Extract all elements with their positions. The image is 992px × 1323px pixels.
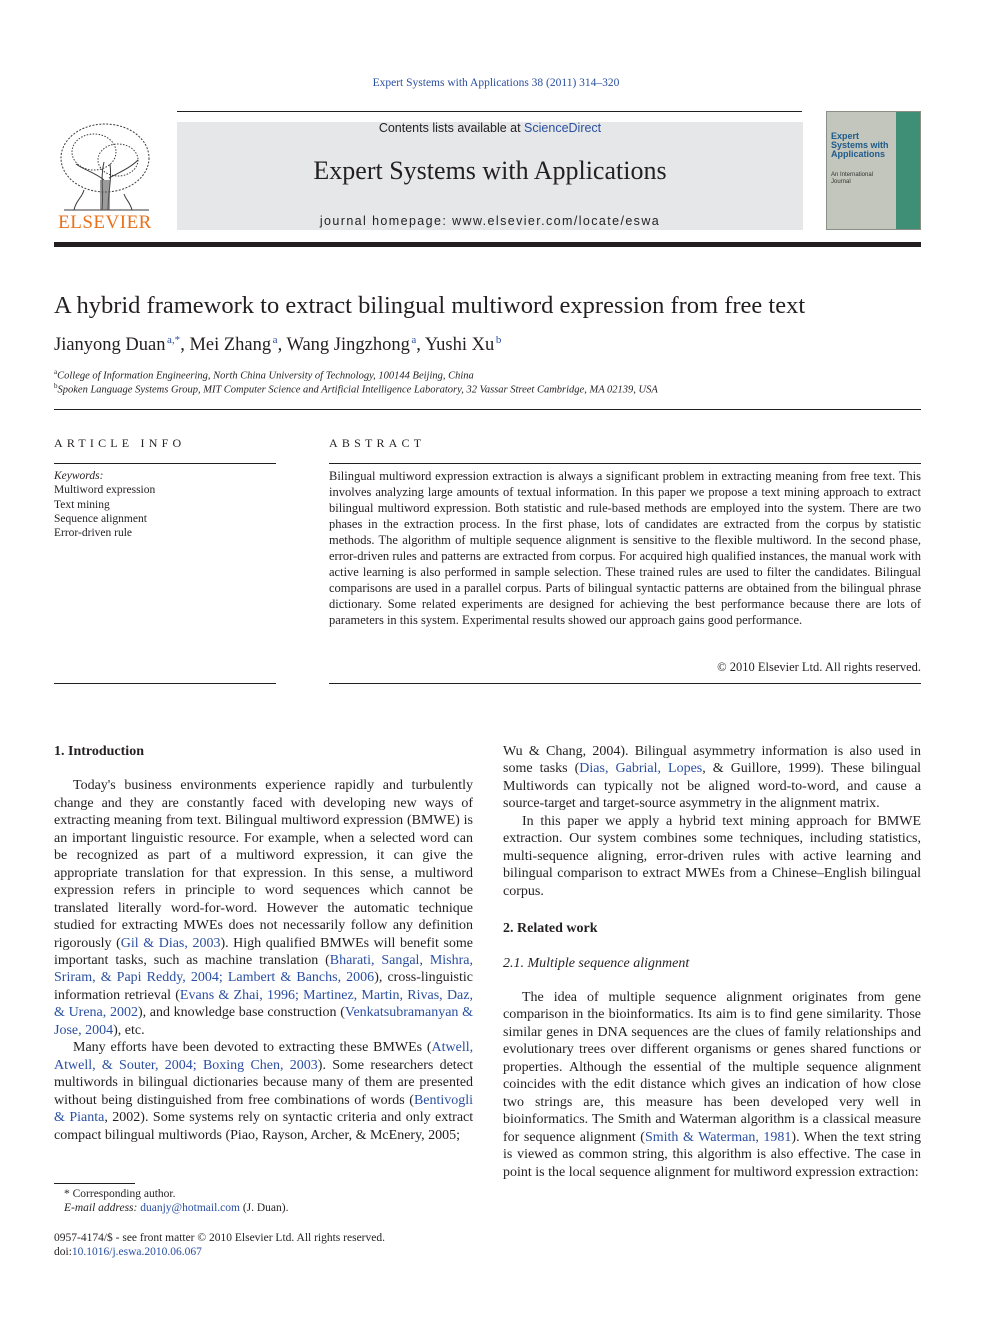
citation-link[interactable]: Dias, Gabrial, Lopes bbox=[579, 761, 703, 777]
affiliation-text: Spoken Language Systems Group, MIT Computer Science and Artificial Intelligence Laboratory, 32 Vassar Street Cambridge, MA 02139, USA bbox=[57, 384, 658, 396]
section-heading-introduction: 1. Introduction bbox=[54, 744, 144, 759]
email-link[interactable]: duanjy@hotmail.com bbox=[140, 1202, 240, 1214]
cover-icon-strip bbox=[896, 112, 920, 229]
intro-paragraph-3: In this paper we apply a hybrid text mining approach for BMWE extraction. Our system combines some techniques, including statistics, multi-sequence aligning, error-driven rules with active learning and bilingual comparison to extract MWEs from a Chinese–English bilingual corpus. bbox=[503, 813, 921, 899]
intro-paragraph-2-tail bbox=[503, 743, 921, 813]
abstract-text: Bilingual multiword expression extraction is always a significant problem in extracting meaning from free text. This involves analyzing large amounts of textual information. In this paper we propose a text mining approach to extract bilingual multiword expression. Both statistic and rule-based methods are employed into the system. There are two phases in the extraction process. In the first phase, lots of candidates are extracted from the corpus by statistic methods. The algorithm of multiple sequence alignment is sensitive to the flexible multiword. In the second phase, error-driven rules and patterns are extracted from corpus. For acquired high qualified instances, the manual work with active learning is also performed in sample selection. These trained rules are used to filter the candidates. Bilingual comparisons are used in a parallel corpus. Parts of bilingual syntactic patterns are obtained from the bilingual phrase dictionary. Some related experiments are designed for achieving the best performance because there are lots of parameters in this system. Experimental results showed our approach gains good performance. bbox=[329, 469, 921, 627]
abstract-heading: ABSTRACT bbox=[329, 436, 426, 450]
intro-paragraph-1 bbox=[54, 777, 473, 1039]
author-name: Yushi Xu bbox=[424, 335, 495, 356]
author-name: Wang Jingzhong bbox=[286, 335, 410, 356]
header-thick-rule bbox=[54, 242, 921, 247]
keyword: Multiword expression bbox=[54, 484, 156, 497]
body-column-left bbox=[54, 743, 473, 1144]
keyword: Text mining bbox=[54, 498, 110, 511]
affiliation-rule bbox=[54, 409, 921, 410]
article-info-bottom-rule bbox=[54, 683, 276, 684]
paragraph-text: , 2002). Some systems rely on syntactic criteria and only extract compact bilingual multiwords (Piao, Rayson, Archer, & McEnery, 2005; bbox=[54, 1110, 474, 1143]
citation-link[interactable]: Bharati, Sangal, Mishra, Sriram, & Papi Reddy, 2004; Lambert & Banchs, 2006 bbox=[54, 952, 473, 986]
keywords-label: Keywords: bbox=[54, 470, 104, 482]
affiliation-text: College of Information Engineering, North China University of Technology, 100144 Beijing, China bbox=[57, 370, 474, 382]
intro-paragraph-2-continued bbox=[503, 743, 921, 813]
author-list: Jianyong Duan $^{a,*}$, Mei Zhang $^a$, Wang Jingzhong $^a$, Yushi Xu $^b$ bbox=[54, 334, 502, 356]
paragraph-text: Wu & Chang, 2004). Bilingual asymmetry information is also used in some tasks ( bbox=[503, 744, 922, 777]
contents-prefix: Contents lists available at bbox=[378, 121, 525, 135]
doi-link[interactable]: 10.1016/j.eswa.2010.06.067 bbox=[71, 1246, 202, 1258]
affiliation-mark: a bbox=[54, 368, 58, 376]
paragraph-text: Today's business environments experience rapidly and turbulently change and they are constantly faced with developing new ways of extracting meaning from text. Bilingual multiword expression (BMWE) is an important linguistic resource. For example, when a selected word can be recognized as part of a multiword expression, it can give the appropriate translation for that expression. In this sense, a multiword expression refers in principle to word sequences which cannot be translated literally word-for-word. However the automatic technique studied for extracting MWEs does not necessarily follow any definition rigorously ( bbox=[54, 778, 473, 951]
body-column-right bbox=[503, 743, 921, 1181]
paragraph-text: ). High qualified BMWEs will benefit some important tasks, such as machine translation ( bbox=[54, 935, 473, 968]
paragraph-text: Many efforts have been devoted to extracting these BMWEs ( bbox=[73, 1040, 432, 1056]
author-affiliation-mark[interactable]: a bbox=[411, 334, 417, 346]
author-name: Jianyong Duan bbox=[54, 335, 166, 356]
citation-link[interactable]: Atwell, Atwell, & Souter, 2004; Boxing Chen, 2003 bbox=[54, 1040, 474, 1073]
corresponding-author-note: Corresponding author. bbox=[72, 1188, 176, 1200]
abstract-rule bbox=[329, 463, 921, 464]
keywords-block bbox=[54, 469, 276, 540]
paragraph-text: ). Some researchers detect multiwords in bilingual dictionaries because many of them are presented without being distinguished from free combinations of words ( bbox=[54, 1057, 474, 1108]
section-heading-related-work: 2. Related work bbox=[503, 921, 598, 937]
affiliation-b bbox=[54, 382, 934, 396]
elsevier-wordmark[interactable]: ELSEVIER bbox=[58, 212, 152, 233]
paragraph-text: ). When the text string is viewed as common string, this algorithm is also effective. The case in point is the local sequence alignment for multiword expression extraction: bbox=[503, 1129, 921, 1180]
author-affiliation-mark[interactable]: a bbox=[272, 334, 278, 346]
msa-paragraph-1 bbox=[503, 989, 921, 1181]
front-matter bbox=[54, 1231, 554, 1259]
abstract-copyright: © 2010 Elsevier Ltd. All rights reserved. bbox=[717, 660, 921, 674]
paragraph-text: ), cross-linguistic information retrieval ( bbox=[54, 970, 473, 1003]
keyword: Sequence alignment bbox=[54, 512, 147, 525]
journal-homepage[interactable]: journal homepage: www.elsevier.com/locate/eswa bbox=[319, 214, 661, 228]
footnote-rule bbox=[54, 1183, 135, 1184]
paragraph-text: ), etc. bbox=[113, 1022, 145, 1038]
footnote bbox=[54, 1187, 473, 1215]
citation-link[interactable]: Gil & Dias, 2003 bbox=[120, 935, 221, 951]
author-affiliation-mark[interactable]: b bbox=[495, 334, 502, 346]
article-title: A hybrid framework to extract bilingual multiword expression from free text bbox=[54, 292, 806, 319]
citation-link[interactable]: Venkatsubramanyan & Jose, 2004 bbox=[54, 1005, 473, 1038]
header-top-rule bbox=[177, 111, 802, 112]
article-info-rule bbox=[54, 463, 276, 464]
citation-link[interactable]: Smith & Waterman, 1981 bbox=[644, 1129, 792, 1145]
sciencedirect-link[interactable]: ScienceDirect bbox=[524, 121, 602, 135]
footnote-mark: * bbox=[64, 1188, 70, 1200]
affiliation-mark: b bbox=[54, 382, 58, 390]
author-affiliation-mark[interactable]: a,* bbox=[167, 334, 181, 346]
email-owner: (J. Duan). bbox=[242, 1202, 289, 1214]
paragraph-text: The idea of multiple sequence alignment originates from gene comparison in the bioinformatics. Its aim is to find gene similarity. Those similar genes in DNA sequences are the clues of family relationships and evolutionary trees over different organisms or genes shared functions or properties. Although the essential of the multiple sequence alignment coincides with the edit distance which gives an indication of how close two strings are, this measure has been developed very well in bioinformatics. The Smith and Waterman algorithm is a classical measure for sequence alignment ( bbox=[503, 989, 921, 1145]
abstract-bottom-rule bbox=[329, 683, 921, 684]
issn-copyright: 0957-4174/$ - see front matter © 2010 Elsevier Ltd. All rights reserved. bbox=[54, 1232, 385, 1244]
journal-cover-thumbnail[interactable] bbox=[826, 111, 921, 230]
affiliation-a bbox=[54, 368, 934, 382]
doi-label: doi: bbox=[54, 1246, 72, 1258]
email-label: E-mail address: bbox=[64, 1202, 138, 1214]
contents-line bbox=[177, 121, 803, 135]
cover-subtitle: An International Journal bbox=[831, 172, 874, 185]
article-info-heading: ARTICLE INFO bbox=[54, 436, 186, 450]
paragraph-text: , & Guillore, 1999). These bilingual Multiwords can typically not be aligned word-to-word, and cause a source-target and target-source asymmetry in the alignment matrix. bbox=[503, 761, 922, 812]
paragraph-text: ), and knowledge base construction ( bbox=[137, 1005, 345, 1021]
journal-citation[interactable]: Expert Systems with Applications 38 (2011) 314–320 bbox=[372, 77, 620, 89]
subsection-heading-msa: 2.1. Multiple sequence alignment bbox=[503, 955, 690, 971]
keyword: Error-driven rule bbox=[54, 527, 132, 540]
citation-link[interactable]: Evans & Zhai, 1996; Martinez, Martin, Rivas, Daz, & Urena, 2002 bbox=[54, 987, 473, 1021]
journal-title: Expert Systems with Applications bbox=[313, 156, 667, 185]
author-name: Mei Zhang bbox=[189, 335, 272, 356]
cover-title: Expert Systems with Applications bbox=[831, 131, 889, 159]
citation-link[interactable]: Bentivogli & Pianta bbox=[54, 1092, 474, 1126]
intro-paragraph-2 bbox=[54, 1039, 473, 1144]
